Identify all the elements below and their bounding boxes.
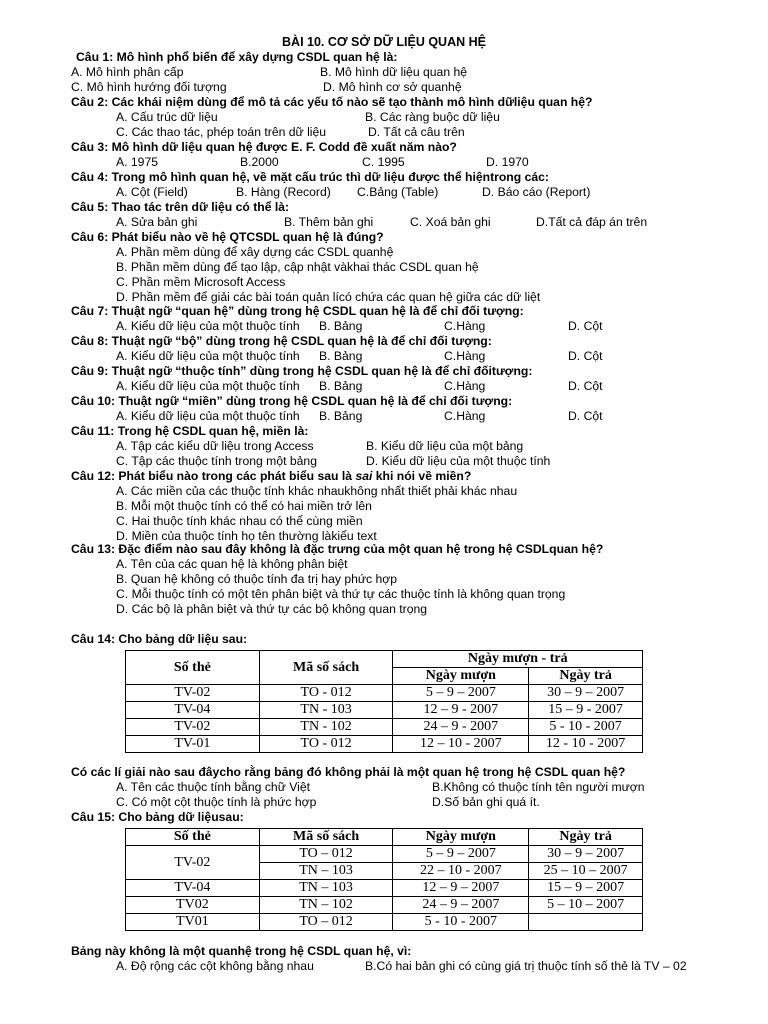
question-9: Câu 9: Thuật ngữ “thuộc tính” dùng trong hệ CSDL quan hệ là để chỉ đốitượng: — [71, 364, 533, 378]
q15-cell: TN – 102 — [259, 897, 393, 914]
q13-option-b: B. Quan hệ không có thuộc tính đa trị hay phức hợp — [116, 572, 398, 586]
question-10: Câu 10: Thuật ngữ “miền” dùng trong hệ CSDL quan hệ là để chỉ đối tượng: — [71, 394, 513, 408]
q14-header-sothe: Số thẻ — [126, 651, 260, 685]
q15-cell: TV02 — [126, 897, 260, 914]
q12-text-post: khi nói về miền? — [372, 469, 472, 483]
question-2: Câu 2: Các khái niệm dùng để mô tả các yếu tố nào sẽ tạo thành mô hình dữliệu quan hệ? — [71, 95, 593, 109]
table-row — [126, 914, 643, 931]
q1-option-a: A. Mô hình phân cấp — [71, 65, 184, 79]
q14-cell: 5 - 10 - 2007 — [529, 719, 643, 736]
question-13: Câu 13: Đặc điểm nào sau đây không là đặc trưng của một quan hệ trong hệ CSDLquan hệ? — [71, 542, 604, 556]
q12-text-emphasis: sai — [355, 469, 373, 483]
table-row — [126, 719, 643, 736]
question-15: Câu 15: Cho bảng dữ liệusau: — [71, 810, 244, 824]
q14-cell: 30 – 9 – 2007 — [529, 685, 643, 702]
q2-option-a: A. Cấu trúc dữ liệu — [116, 110, 218, 124]
q14-cell: 12 – 10 - 2007 — [393, 736, 529, 753]
q2-option-c: C. Các thao tác, phép toán trên dữ liệu — [116, 125, 327, 139]
q3-option-c: C. 1995 — [362, 155, 405, 169]
q14-cell: 24 – 9 - 2007 — [393, 719, 529, 736]
q14-cell: 12 – 9 - 2007 — [393, 702, 529, 719]
q15-cell: TV-02 — [126, 846, 260, 880]
q15-cell: TO – 012 — [259, 914, 393, 931]
q14-header-ngaytra: Ngày trả — [529, 668, 643, 685]
q13-option-c: C. Mỗi thuộc tính có một tên phân biệt và thứ tự các thuộc tính là không quan trọng — [116, 587, 566, 601]
q1-option-b: B. Mô hình dữ liệu quan hệ — [320, 65, 468, 79]
q11-option-d: D. Kiểu dữ liệu của một thuộc tính — [366, 454, 551, 468]
table-row — [126, 897, 643, 914]
q14-option-a: A. Tên các thuộc tính bằng chữ Việt — [116, 780, 311, 794]
q7-option-d: D. Cột — [568, 319, 603, 333]
q14-table — [125, 650, 643, 753]
q14-header-ngaymuon: Ngày mượn — [393, 668, 529, 685]
q4-option-d: D. Báo cáo (Report) — [482, 185, 591, 199]
q10-option-c: C.Hàng — [444, 409, 486, 423]
q3-option-a: A. 1975 — [116, 155, 159, 169]
q15-cell: 12 – 9 – 2007 — [393, 880, 529, 897]
q14-header-ngaymuontra: Ngày mượn - trả — [393, 651, 643, 668]
q1-option-d: D. Mô hình cơ sở quanhệ — [323, 80, 462, 94]
question-11: Câu 11: Trong hệ CSDL quan hệ, miền là: — [71, 424, 309, 438]
question-7: Câu 7: Thuật ngữ “quan hệ” dùng trong hệ CSDL quan hệ là để chỉ đối tượng: — [71, 304, 524, 318]
q14-option-b: B.Không có thuộc tính tên người mượn — [432, 780, 645, 794]
q14-cell: 12 - 10 - 2007 — [529, 736, 643, 753]
table-row — [126, 880, 643, 897]
q14-cell: 5 – 9 – 2007 — [393, 685, 529, 702]
q3-option-b: B.2000 — [240, 155, 279, 169]
q15-cell: 5 - 10 - 2007 — [393, 914, 529, 931]
q5-option-a: A. Sửa bản ghi — [116, 215, 198, 229]
question-6: Câu 6: Phát biểu nào về hệ QTCSDL quan hệ là đúng? — [71, 230, 384, 244]
q15-option-a: A. Độ rộng các cột không bằng nhau — [116, 959, 314, 973]
q6-option-b: B. Phần mềm dùng để tạo lập, cập nhật vàkhai thác CSDL quan hệ — [116, 260, 479, 274]
q15-header-masosach: Mã số sách — [259, 829, 393, 846]
q15-cell: TN – 103 — [259, 863, 393, 880]
q12-option-d: D. Miền của thuộc tính họ tên thường làkiểu text — [116, 529, 377, 543]
q14-cell: TV-01 — [126, 736, 260, 753]
q14-cell: TO - 012 — [259, 685, 393, 702]
q15-prompt: Bảng này không là một quanhệ trong hệ CSDL quan hệ, vì: — [71, 944, 412, 958]
table-row — [126, 736, 643, 753]
q14-cell: TO - 012 — [259, 736, 393, 753]
q15-cell: 22 – 10 - 2007 — [393, 863, 529, 880]
q6-option-d: D. Phần mềm để giải các bài toán quản lícó chứa các quan hệ giữa các dữ liệt — [116, 290, 541, 304]
q13-option-d: D. Các bộ là phân biệt và thứ tự các bộ không quan trọng — [116, 602, 428, 616]
q9-option-a: A. Kiểu dữ liệu của một thuộc tính — [116, 379, 300, 393]
q2-option-b: B. Các ràng buộc dữ liệu — [365, 110, 500, 124]
q15-cell: TN – 103 — [259, 880, 393, 897]
q14-option-c: C. Có một cột thuộc tính là phức hợp — [116, 795, 317, 809]
q12-option-a: A. Các miền của các thuộc tính khác nhaukhông nhất thiết phải khác nhau — [116, 484, 518, 498]
q5-option-c: C. Xoá bản ghi — [410, 215, 491, 229]
q7-option-b: B. Bảng — [319, 319, 363, 333]
q14-option-d: D.Số bản ghi quá ít. — [432, 795, 540, 809]
q14-cell: TN - 103 — [259, 702, 393, 719]
q7-option-c: C.Hàng — [444, 319, 486, 333]
q11-option-c: C. Tập các thuộc tính trong một bảng — [116, 454, 317, 468]
question-3: Câu 3: Mô hình dữ liệu quan hệ được E. F. Codd đề xuất năm nào? — [71, 140, 457, 154]
q14-cell: TV-02 — [126, 685, 260, 702]
q15-cell: 30 – 9 – 2007 — [529, 846, 643, 863]
q11-option-b: B. Kiểu dữ liệu của một bảng — [366, 439, 524, 453]
question-8: Câu 8: Thuật ngữ “bộ” dùng trong hệ CSDL quan hệ là để chỉ đối tượng: — [71, 334, 492, 348]
page-title: BÀI 10. CƠ SỞ DỮ LIỆU QUAN HỆ — [282, 35, 486, 49]
table-row — [126, 846, 643, 863]
q15-cell: 5 – 10 – 2007 — [529, 897, 643, 914]
q15-header-ngaymuon: Ngày mượn — [393, 829, 529, 846]
q15-cell: 5 – 9 – 2007 — [393, 846, 529, 863]
q15-cell: 15 – 9 – 2007 — [529, 880, 643, 897]
q12-text-pre: Câu 12: Phát biểu nào trong các phát biểu sau là — [71, 469, 356, 483]
q8-option-b: B. Bảng — [319, 349, 363, 363]
q14-cell: TV-02 — [126, 719, 260, 736]
q10-option-a: A. Kiểu dữ liệu của một thuộc tính — [116, 409, 300, 423]
q8-option-c: C.Hàng — [444, 349, 486, 363]
q15-header-ngaytra: Ngày trả — [529, 829, 643, 846]
q2-option-d: D. Tất cả câu trên — [368, 125, 465, 139]
q15-cell — [529, 914, 643, 931]
table-row — [126, 702, 643, 719]
q15-cell: TV-04 — [126, 880, 260, 897]
q3-option-d: D. 1970 — [486, 155, 529, 169]
q9-option-d: D. Cột — [568, 379, 603, 393]
question-5: Câu 5: Thao tác trên dữ liệu có thể là: — [71, 200, 290, 214]
q7-option-a: A. Kiểu dữ liệu của một thuộc tính — [116, 319, 300, 333]
q15-cell: 24 – 9 – 2007 — [393, 897, 529, 914]
q1-option-c: C. Mô hình hướng đối tượng — [71, 80, 227, 94]
q15-cell: 25 – 10 – 2007 — [529, 863, 643, 880]
question-14: Câu 14: Cho bảng dữ liệu sau: — [71, 632, 248, 646]
q9-option-b: B. Bảng — [319, 379, 363, 393]
q4-option-a: A. Cột (Field) — [116, 185, 188, 199]
q15-cell: TO – 012 — [259, 846, 393, 863]
q6-option-a: A. Phần mềm dùng để xây dựng các CSDL quanhệ — [116, 245, 394, 259]
q10-option-b: B. Bảng — [319, 409, 363, 423]
q13-option-a: A. Tên của các quan hệ là không phân biệt — [116, 557, 348, 571]
q14-cell: TN - 102 — [259, 719, 393, 736]
q6-option-c: C. Phần mềm Microsoft Access — [116, 275, 286, 289]
question-1: Câu 1: Mô hình phổ biến để xây dựng CSDL quan hệ là: — [76, 50, 398, 64]
q5-option-d: D.Tất cả đáp án trên — [536, 215, 648, 229]
q14-cell: 15 – 9 - 2007 — [529, 702, 643, 719]
table-row — [126, 685, 643, 702]
q12-option-c: C. Hai thuộc tính khác nhau có thể cùng miền — [116, 514, 363, 528]
q14-cell: TV-04 — [126, 702, 260, 719]
q15-option-b: B.Có hai bản ghi có cùng giá trị thuộc tính số thẻ là TV – 02 — [365, 959, 687, 973]
q4-option-c: C.Bảng (Table) — [357, 185, 439, 199]
q5-option-b: B. Thêm bản ghi — [284, 215, 374, 229]
q4-option-b: B. Hàng (Record) — [236, 185, 331, 199]
q15-header-sothe: Số thẻ — [126, 829, 260, 846]
q15-table — [125, 828, 643, 931]
question-12 — [71, 469, 471, 484]
q15-cell: TV01 — [126, 914, 260, 931]
q14-header-masosach: Mã số sách — [259, 651, 393, 685]
q9-option-c: C.Hàng — [444, 379, 486, 393]
q8-option-d: D. Cột — [568, 349, 603, 363]
question-4: Câu 4: Trong mô hình quan hệ, về mặt cấu trúc thì dữ liệu được thể hiệntrong các: — [71, 170, 549, 184]
q14-prompt: Có các lí giải nào sau đâycho rằng bảng đó không phải là một quan hệ trong hệ CSDL quan hệ? — [71, 765, 626, 779]
q11-option-a: A. Tập các kiểu dữ liệu trong Access — [116, 439, 314, 453]
q10-option-d: D. Cột — [568, 409, 603, 423]
q8-option-a: A. Kiểu dữ liệu của một thuộc tính — [116, 349, 300, 363]
q12-option-b: B. Mỗi một thuộc tính có thể có hai miền trở lên — [116, 499, 372, 513]
